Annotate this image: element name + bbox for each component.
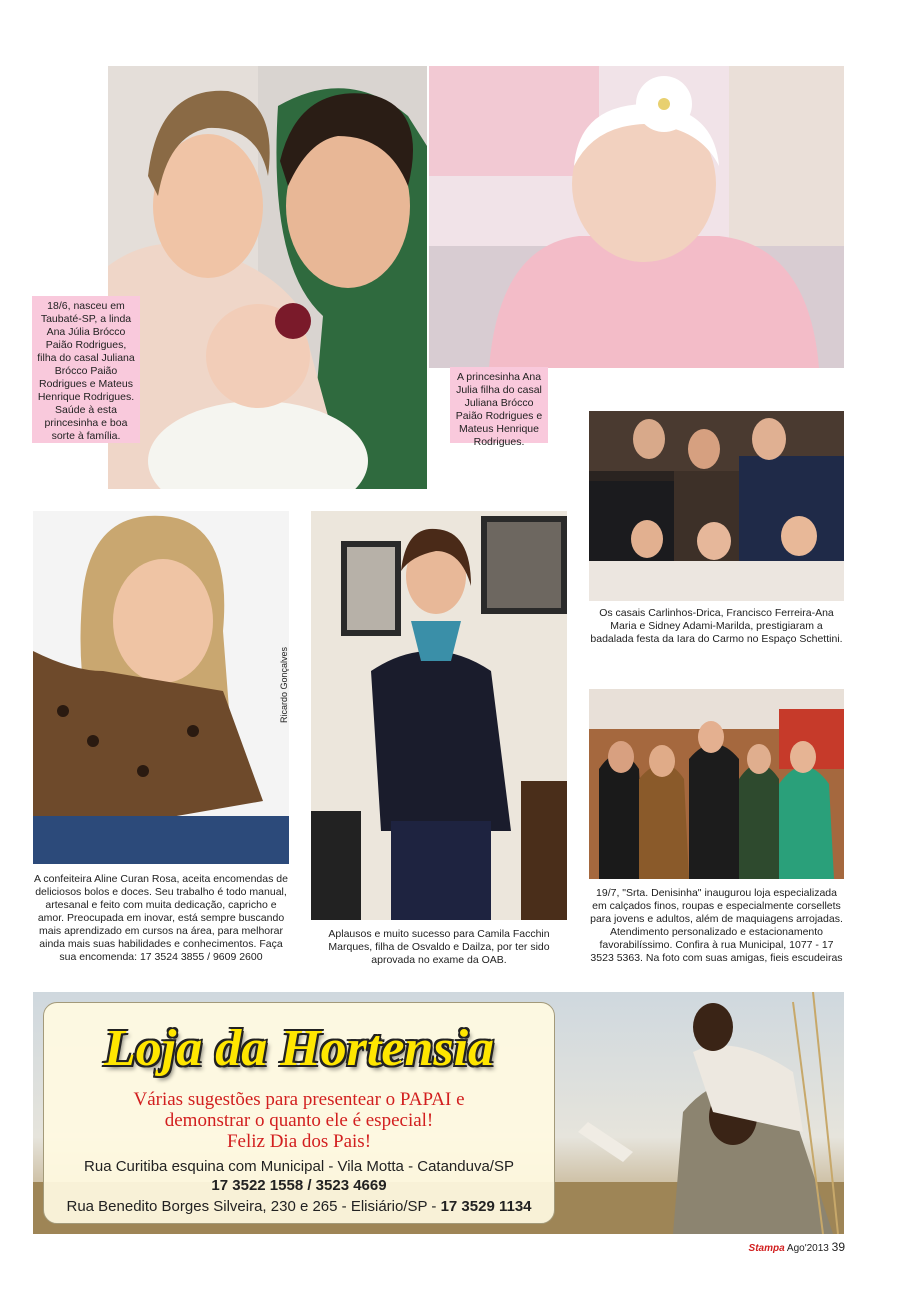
ad-phones-2: 17 3529 1134 xyxy=(440,1198,532,1215)
ad-phones-1: 17 3522 1558 / 3523 4669 xyxy=(211,1177,387,1194)
photo-credit: Ricardo Gonçalves xyxy=(279,646,289,723)
photo-baby xyxy=(429,66,844,368)
ad-loja-da-hortensia xyxy=(33,992,844,1234)
issue-date: Ago'2013 xyxy=(786,1243,829,1254)
caption-couples: Os casais Carlinhos-Drica, Francisco Ferreira-Ana Maria e Sidney Adami-Marilda, prestigiaram a badalada festa da Iara do Carmo no Espaço Schettini. xyxy=(590,607,843,645)
ad-tagline-2: demonstrar o quanto ele é especial! xyxy=(164,1110,434,1131)
ad-address-2-line xyxy=(44,1198,554,1215)
photo-couple-with-baby xyxy=(108,66,427,489)
ad-title: Loja da Hortensia xyxy=(103,1020,495,1077)
ad-address-2: Rua Benedito Borges Silveira, 230 e 265 - Elisiário/SP - xyxy=(66,1198,441,1215)
caption-camila: Aplausos e muito sucesso para Camila Facchin Marques, filha de Osvaldo e Dailza, por ter sido aprovada no exame da OAB. xyxy=(328,928,550,966)
photo-camila xyxy=(311,511,567,920)
caption-denisinha: 19/7, "Srta. Denisinha" inaugurou loja especializada em calçados finos, roupas e especialmente corsellets para jovens e adultos, além de maquiagens arrojadas. Atendimento personalizado e estacionamento favorabilíssimo. Confira à rua Municipal, 1077 - 17 3523 5363. Na foto com suas amigas, fieis escudeiras xyxy=(590,887,843,964)
ad-tagline-3: Feliz Dia dos Pais! xyxy=(226,1131,372,1152)
photo-couples-party xyxy=(589,411,844,601)
ad-text-panel xyxy=(43,1002,555,1224)
magazine-brand: Stampa xyxy=(748,1243,785,1254)
caption-aline: A confeiteira Aline Curan Rosa, aceita encomendas de deliciosos bolos e doces. Seu trabalho é todo manual, artesanal e feito com muita dedicação, capricho e amor. Preocupada em inovar, está sempre buscando mais aprendizado em cursos na área, para melhorar ainda mais suas habilidades e conhecimentos. Faça sua encomenda: 17 3524 3855 / 9609 2600 xyxy=(34,873,288,963)
ad-address-1: Rua Curitiba esquina com Municipal - Vila Motta - Catanduva/SP xyxy=(84,1158,514,1175)
page-footer xyxy=(749,1240,845,1254)
photo-denisinha-store xyxy=(589,689,844,879)
ad-tagline-1: Várias sugestões para presentear o PAPAI e xyxy=(133,1089,465,1110)
caption-baby-solo: A princesinha Ana Julia filha do casal Juliana Brócco Paião Rodrigues e Mateus Henrique Rodrigues. xyxy=(450,367,548,443)
caption-baby-parents: 18/6, nasceu em Taubaté-SP, a linda Ana Júlia Brócco Paião Rodrigues, filha do casal Juliana Brócco Paião Rodrigues e Mateus Henrique Rodrigues. Saúde à esta princesinha e boa sorte à família. xyxy=(32,296,140,443)
photo-aline xyxy=(33,511,289,864)
page-number: 39 xyxy=(831,1240,845,1254)
